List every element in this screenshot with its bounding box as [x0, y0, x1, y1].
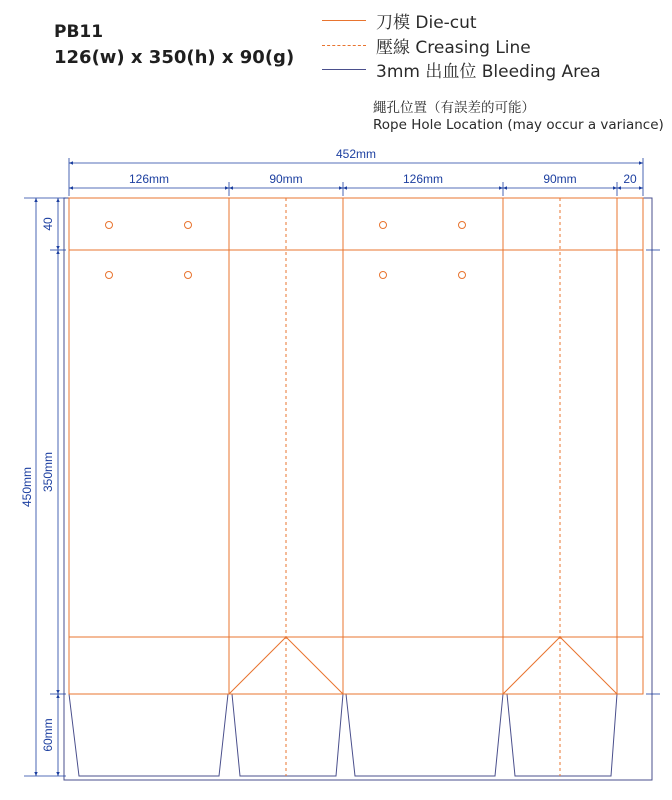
rope-hole-note-zh: 繩孔位置（有誤差的可能）	[373, 100, 535, 116]
dim-gusset-width: 90mm	[269, 172, 303, 186]
rope-hole	[185, 222, 192, 229]
dimension-lines	[24, 158, 660, 776]
dim-top-fold: 40	[41, 217, 55, 231]
rope-hole-note-en: Rope Hole Location (may occur a variance)	[373, 117, 664, 133]
creasing-lines	[286, 198, 560, 776]
rope-hole	[380, 272, 387, 279]
product-code: PB11	[54, 22, 104, 42]
legend-label: 刀模 Die-cut	[376, 12, 477, 33]
rope-hole	[106, 272, 113, 279]
dim-total-height: 450mm	[20, 466, 34, 508]
rope-hole	[185, 272, 192, 279]
legend-label: 壓線 Creasing Line	[376, 37, 531, 58]
dim-body-height: 350mm	[41, 451, 55, 493]
dim-panel-width: 126mm	[402, 172, 444, 186]
legend-label: 3mm 出血位 Bleeding Area	[376, 61, 601, 82]
product-size: 126(w) x 350(h) x 90(g)	[54, 47, 295, 68]
dim-panel-width: 126mm	[128, 172, 170, 186]
rope-hole	[459, 222, 466, 229]
dim-bottom-fold: 60mm	[41, 718, 55, 752]
rope-hole	[106, 222, 113, 229]
bleed-outline	[64, 198, 652, 780]
rope-hole	[380, 222, 387, 229]
dim-total-width: 452mm	[335, 147, 377, 161]
rope-hole	[459, 272, 466, 279]
dim-glue-flap-width: 20	[623, 172, 637, 186]
dim-gusset-width: 90mm	[543, 172, 577, 186]
die-cut-lines	[69, 198, 643, 694]
